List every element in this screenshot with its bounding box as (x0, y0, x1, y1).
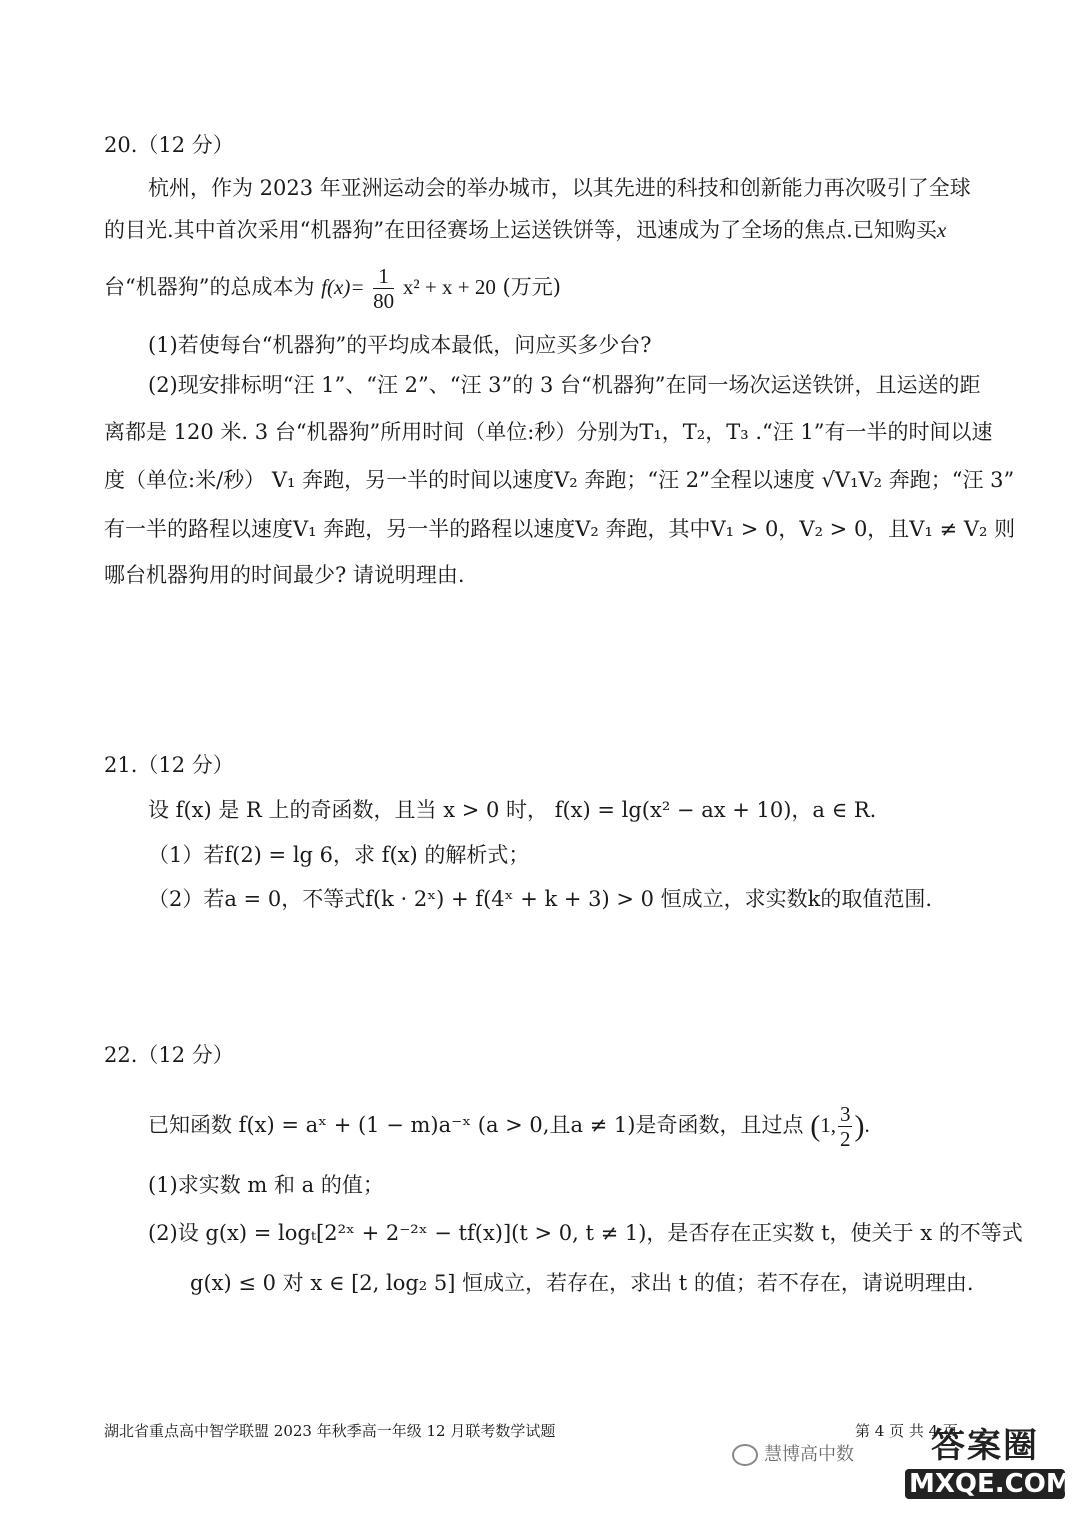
q20-unit: (万元) (502, 275, 561, 299)
q22-right-paren: ) (854, 1109, 865, 1143)
watermark-logo (905, 1418, 1072, 1499)
q22-part-2-line-1: (2)设 g(x) = logₜ[2²ˣ + 2⁻²ˣ − tf(x)](t > 0, t ≠ 1)，是否存在正实数 t，使关于 x 的不等式 (148, 1221, 1023, 1245)
q22-part-2-line-2: g(x) ≤ 0 对 x ∈ [2, log₂ 5] 恒成立，若存在，求出 t 的值；若不存在，请说明理由. (190, 1271, 974, 1295)
q20-fraction (373, 264, 394, 313)
q22-line-1-text: 已知函数 f(x) = aˣ + (1 − m)a⁻ˣ (a > 0,且a ≠ 1)是奇函数，且过点 (148, 1113, 804, 1137)
q22-header: 22.（12 分） (104, 1043, 234, 1067)
q20-header: 20.（12 分） (104, 133, 234, 157)
q20-part-1: (1)若使每台“机器狗”的平均成本最低，问应买多少台? (148, 333, 652, 357)
q20-part-2-line-5: 哪台机器狗用的时间最少? 请说明理由. (104, 563, 465, 587)
q20-line-3-prefix: 台“机器狗”的总成本为 (104, 275, 315, 299)
q21-line-3: （2）若a = 0，不等式f(k · 2ˣ) + f(4ˣ + k + 3) > 0 恒成立，求实数k的取值范围. (148, 887, 933, 911)
footer-page: 第 4 页 共 4 页 (855, 1422, 958, 1440)
q20-part-2-line-2: 离都是 120 米. 3 台“机器狗”所用时间（单位:秒）分别为T₁，T₂，T₃ .“汪 1”有一半的时间以速 (104, 420, 993, 444)
q20-frac-num: 1 (373, 264, 394, 289)
q22-part-1: (1)求实数 m 和 a 的值； (148, 1173, 384, 1197)
q22-point-num: 3 (839, 1102, 851, 1126)
q20-line-2 (104, 215, 946, 245)
q21-line-1: 设 f(x) 是 R 上的奇函数，且当 x > 0 时， f(x) = lg(x² − ax + 10)，a ∈ R. (148, 798, 877, 822)
q22-point-den: 2 (839, 1127, 851, 1151)
q22-line-1: 已知函数 f(x) = aˣ + (1 − m)a⁻ˣ (a > 0,且a ≠ 1)是奇函数，且过点 (1, $\frac{3}{2}$ ). (148, 1102, 870, 1151)
q21-header: 21.（12 分） (104, 753, 234, 777)
watermark-badge: 答案圈 (931, 1426, 1039, 1466)
q20-f-rest: x² + x + 20 (402, 275, 496, 299)
q20-part-2-line-3: 度（单位:米/秒） V₁ 奔跑，另一半的时间以速度V₂ 奔跑；“汪 2”全程以速度 √V₁V₂ 奔跑；“汪 3” (104, 468, 1015, 492)
q22-point-x: 1 (820, 1113, 831, 1137)
footer-title: 湖北省重点高中智学联盟 2023 年秋季高一年级 12 月联考数学试题 (104, 1422, 556, 1440)
q20-frac-den: 80 (373, 289, 395, 313)
watermark-account (732, 1440, 854, 1466)
q20-part-2-line-4: 有一半的路程以速度V₁ 奔跑，另一半的路程以速度V₂ 奔跑，其中V₁ > 0，V₂ > 0，且V₁ ≠ V₂ 则 (104, 517, 1016, 541)
q20-line-3 (104, 262, 561, 313)
q20-part-2-line-1: (2)现安排标明“汪 1”、“汪 2”、“汪 3”的 3 台“机器狗”在同一场次运送铁饼，且运送的距 (148, 373, 981, 397)
q20-var-x: x (936, 218, 947, 242)
wechat-icon (732, 1444, 758, 1466)
q22-point-fraction (838, 1102, 853, 1151)
q21-line-2: （1）若f(2) = lg 6，求 f(x) 的解析式； (148, 843, 530, 867)
watermark-account-text: 慧博高中数 (764, 1444, 854, 1465)
q20-f-def: f(x)= (321, 275, 365, 299)
q20-line-1: 杭州，作为 2023 年亚洲运动会的举办城市，以其先进的科技和创新能力再次吸引了全球 (148, 176, 971, 200)
q20-line-2-text: 的目光.其中首次采用“机器狗”在田径赛场上运送铁饼等，迅速成为了全场的焦点.已知购买 (104, 218, 937, 242)
watermark-site: MXQE.COM (905, 1469, 1065, 1499)
q22-left-paren: ( (810, 1109, 821, 1143)
